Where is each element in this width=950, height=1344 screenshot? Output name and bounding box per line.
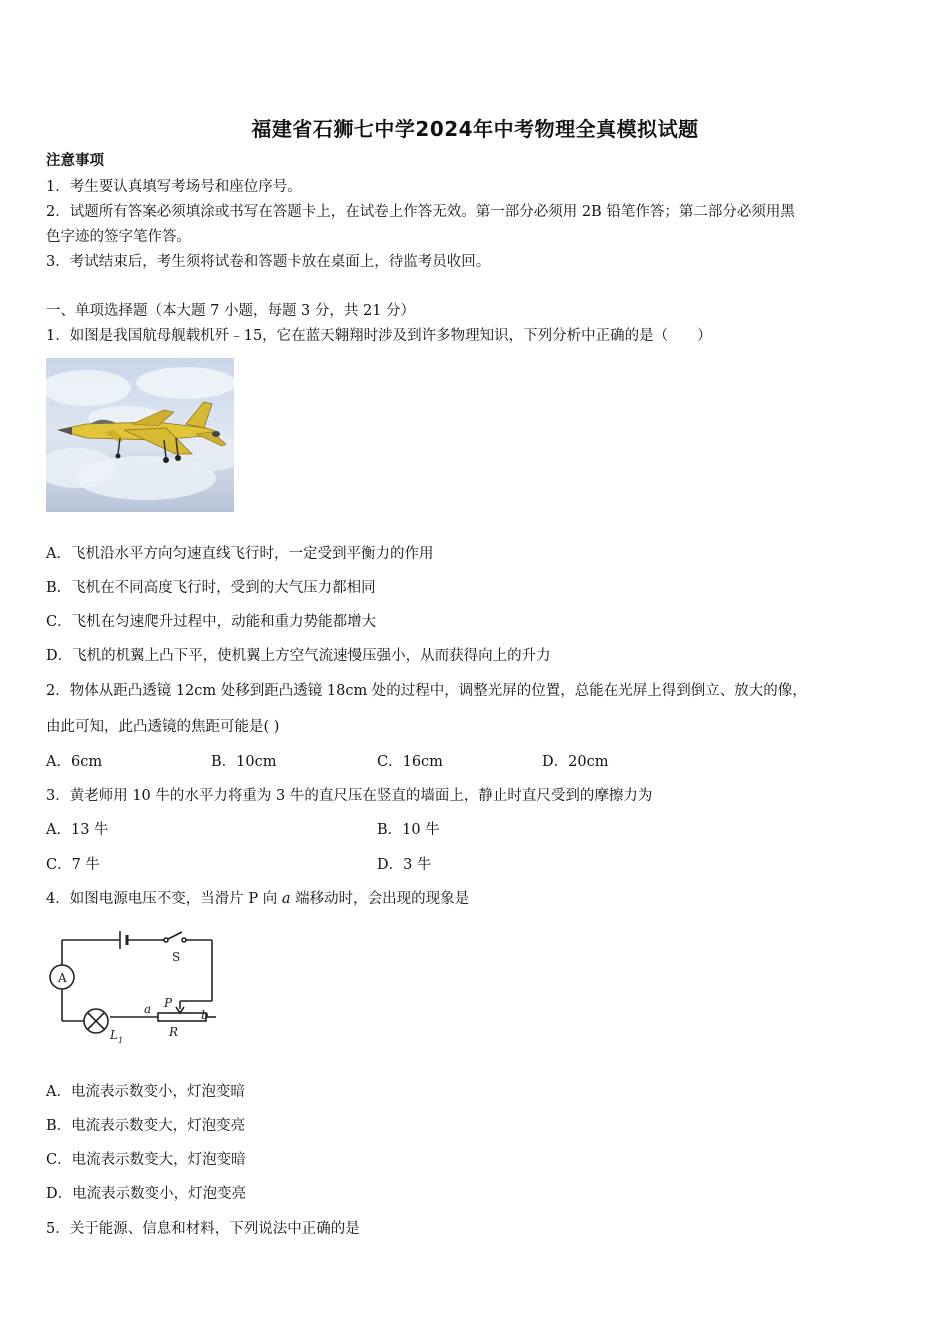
notice-heading: 注意事项 <box>46 152 104 169</box>
question-1-stem: 1．如图是我国航母舰载机歼﹣15，它在蓝天翱翔时涉及到许多物理知识，下列分析中正确的是（ ） <box>46 328 712 344</box>
ammeter-label: A <box>58 971 67 985</box>
circuit-diagram <box>40 925 225 1047</box>
notice-item-1: 1．考生要认真填写考场号和座位序号。 <box>46 179 302 195</box>
section-heading: 一、单项选择题（本大题 7 小题，每题 3 分，共 21 分） <box>46 303 416 319</box>
slider-label: P <box>164 996 173 1010</box>
question-4-stem-suffix: 端移动时，会出现的现象是 <box>290 891 470 907</box>
end-a-label: a <box>144 1002 152 1016</box>
question-2-option-a: A．6cm <box>46 754 103 770</box>
fighter-jet-image <box>46 358 234 512</box>
question-1-option-a: A．飞机沿水平方向匀速直线飞行时，一定受到平衡力的作用 <box>46 546 434 562</box>
question-5-stem: 5．关于能源、信息和材料，下列说法中正确的是 <box>46 1221 360 1237</box>
question-2-option-c: C．16cm <box>377 754 443 770</box>
question-2-stem-line1: 2．物体从距凸透镜 12cm 处移到距凸透镜 18cm 处的过程中，调整光屏的位置，总能在光屏上得到倒立、放大的像， <box>46 683 807 699</box>
question-3-option-b: B．10 牛 <box>377 822 440 838</box>
question-2-option-b: B．10cm <box>211 754 277 770</box>
question-3-option-c: C．7 牛 <box>46 857 100 873</box>
question-3-option-a: A．13 牛 <box>46 822 109 838</box>
question-3-option-d: D．3 牛 <box>377 857 432 873</box>
lamp-label-letter: L <box>110 1028 118 1042</box>
notice-item-2: 2．试题所有答案必须填涂或书写在答题卡上，在试卷上作答无效。第一部分必须用 2B 铅笔作答；第二部分必须用黑 <box>46 204 795 220</box>
question-2-option-d: D．20cm <box>542 754 609 770</box>
question-4-option-d: D．电流表示数变小，灯泡变亮 <box>46 1186 247 1202</box>
question-4-stem-var: a <box>281 891 291 907</box>
lamp-label <box>109 1028 123 1045</box>
question-1-option-c: C．飞机在匀速爬升过程中，动能和重力势能都增大 <box>46 614 377 630</box>
question-1-option-d: D．飞机的机翼上凸下平，使机翼上方空气流速慢压强小，从而获得向上的升力 <box>46 648 551 664</box>
question-4-option-a: A．电流表示数变小，灯泡变暗 <box>46 1084 245 1100</box>
resistor-label: R <box>169 1025 179 1039</box>
notice-item-3: 3．考试结束后，考生须将试卷和答题卡放在桌面上，待监考员收回。 <box>46 254 491 270</box>
switch-label: S <box>172 950 181 964</box>
question-4-stem <box>46 889 469 909</box>
lamp-label-subscript: 1 <box>117 1036 124 1045</box>
question-3-stem: 3．黄老师用 10 牛的水平力将重为 3 牛的直尺压在竖直的墙面上，静止时直尺受到的摩擦力为 <box>46 788 653 804</box>
end-b-label: b <box>201 1008 209 1022</box>
page-title: 福建省石狮七中学2024年中考物理全真模拟试题 <box>251 117 699 141</box>
question-2-stem-line2: 由此可知，此凸透镜的焦距可能是( ) <box>46 719 280 735</box>
question-4-option-c: C．电流表示数变大，灯泡变暗 <box>46 1152 246 1168</box>
question-1-option-b: B．飞机在不同高度飞行时，受到的大气压力都相同 <box>46 580 376 596</box>
question-4-option-b: B．电流表示数变大，灯泡变亮 <box>46 1118 246 1134</box>
notice-item-2-cont: 色字迹的签字笔作答。 <box>46 229 191 245</box>
question-4-stem-prefix: 4．如图电源电压不变，当滑片 P 向 <box>46 891 282 907</box>
